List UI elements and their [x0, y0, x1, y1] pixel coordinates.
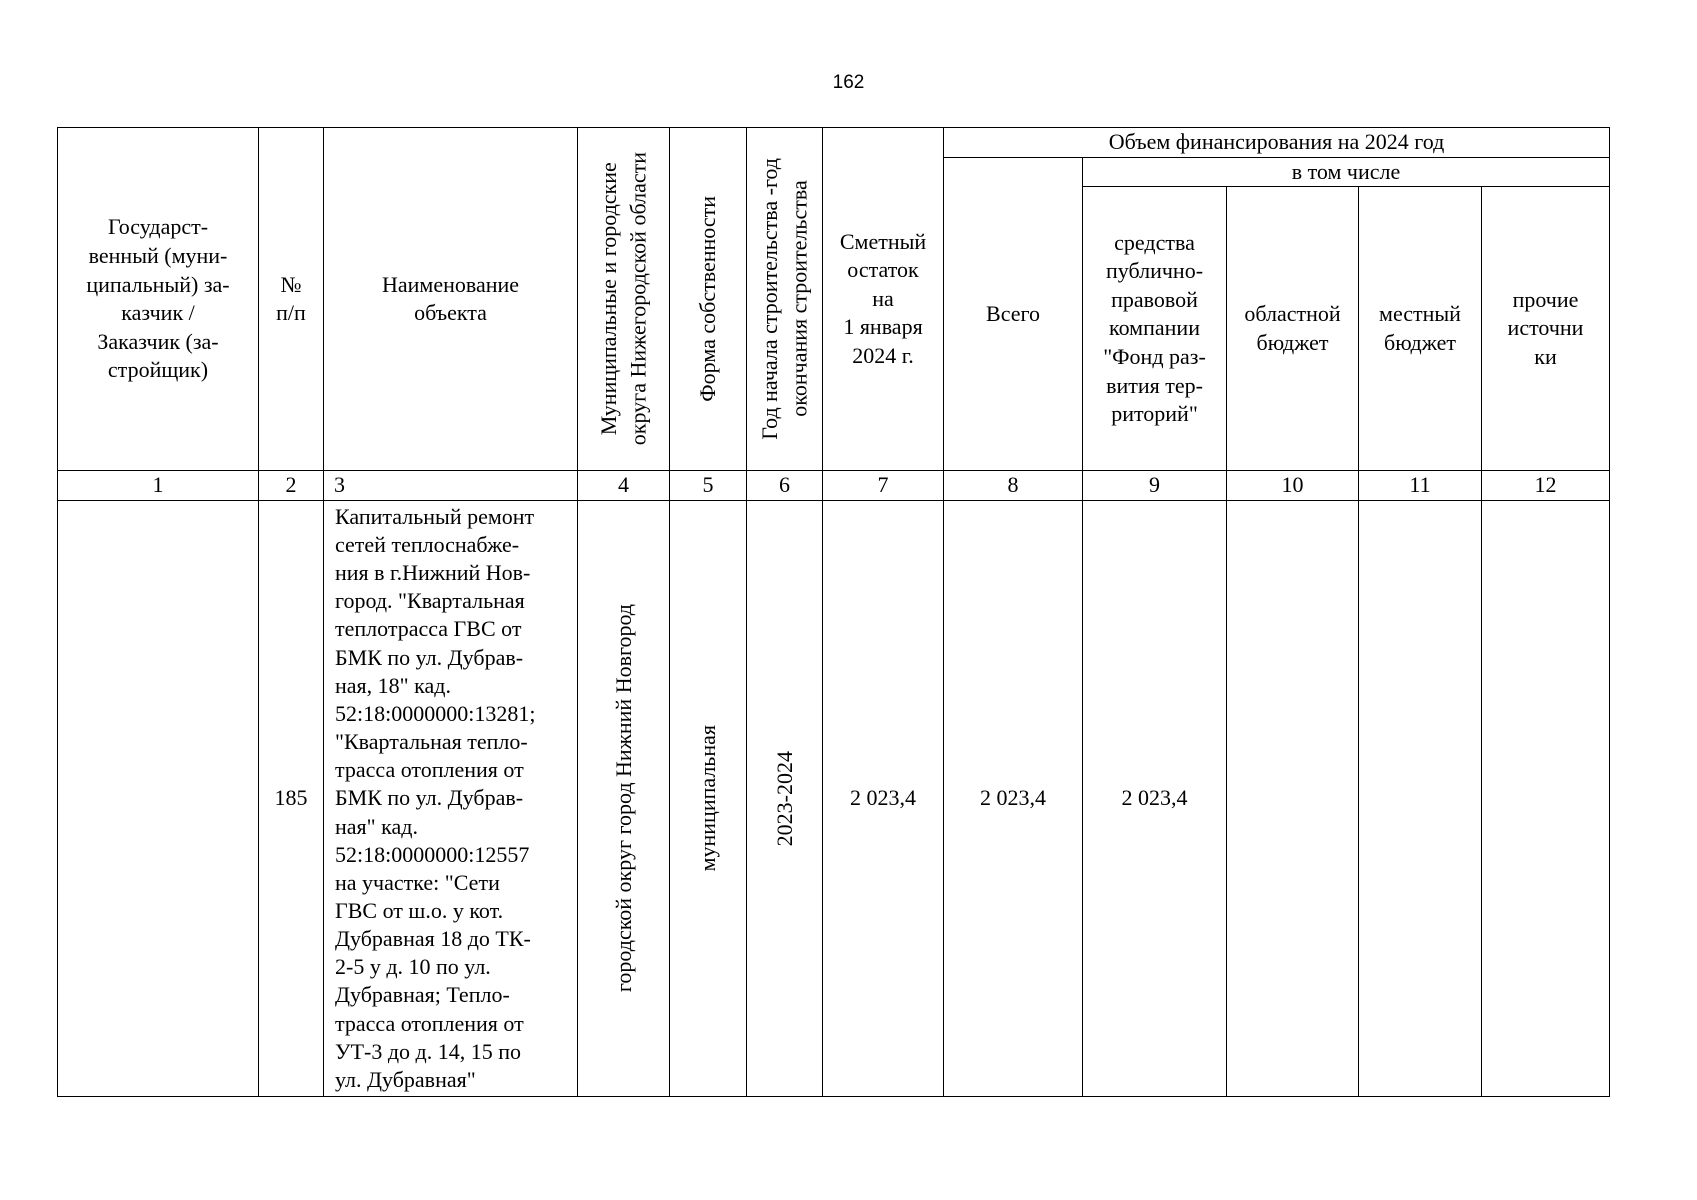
- row-customer: [58, 500, 259, 1096]
- header-row-1: [58, 128, 1610, 158]
- column-number: 7: [823, 471, 944, 501]
- header-ownership: Форма собственности: [695, 196, 721, 402]
- column-number-row: [58, 471, 1610, 501]
- header-regional: областной бюджет: [1227, 187, 1359, 471]
- header-customer: Государст- венный (муни- ципальный) за- казчик / Заказчик (за- стройщик): [58, 128, 259, 471]
- column-number: 5: [670, 471, 747, 501]
- row-regional: [1227, 500, 1359, 1096]
- column-number: 3: [324, 471, 578, 501]
- table-row: [58, 500, 1610, 1096]
- header-public-company: средства публично- правовой компании "Фонд раз- вития тер- риторий": [1083, 187, 1227, 471]
- header-municipality: Муниципальные и городские округа Нижегородской области: [595, 152, 651, 446]
- column-number: 6: [747, 471, 823, 501]
- header-including: в том числе: [1083, 157, 1610, 187]
- page-number: 162: [832, 72, 865, 93]
- row-ownership-cell: [670, 500, 747, 1096]
- header-years-cell: [747, 128, 823, 471]
- row-public-company: 2 023,4: [1083, 500, 1227, 1096]
- header-ownership-cell: [670, 128, 747, 471]
- column-number: 4: [578, 471, 670, 501]
- row-number: 185: [259, 500, 324, 1096]
- column-number: 10: [1227, 471, 1359, 501]
- column-number: 2: [259, 471, 324, 501]
- header-total: Всего: [944, 157, 1083, 471]
- row-ownership: муниципальная: [695, 725, 721, 872]
- row-total: 2 023,4: [944, 500, 1083, 1096]
- column-number: 1: [58, 471, 259, 501]
- header-years: Год начала строительства -год окончания строительства: [756, 158, 812, 440]
- header-funding-group: Объем финансирования на 2024 год: [944, 128, 1610, 158]
- row-local: [1359, 500, 1482, 1096]
- row-years-cell: [747, 500, 823, 1096]
- row-years: 2023-2024: [771, 750, 797, 847]
- row-object-name: Капитальный ремонт сетей теплоснабже- ния в г.Нижний Нов- город. "Квартальная теплотрасса ГВС от БМК по ул. Дубрав- ная, 18" кад. 52:18:0000000:13281; "Квартальная тепло- трасса отопления от БМК по ул. Дубрав- ная" кад. 52:18:0000000:12557 на участке: "Сети ГВС от ш.о. у кот. Дубравная 18 до ТК- 2-5 у д. 10 по ул. Дубравная; Тепло- трасса отопления от УТ-3 до д. 14, 15 по ул. Дубравная": [324, 500, 578, 1096]
- row-other: [1482, 500, 1610, 1096]
- column-number: 11: [1359, 471, 1482, 501]
- header-object-name: Наименование объекта: [324, 128, 578, 471]
- header-local: местный бюджет: [1359, 187, 1482, 471]
- column-number: 9: [1083, 471, 1227, 501]
- column-number: 8: [944, 471, 1083, 501]
- row-municipality-cell: [578, 500, 670, 1096]
- column-number: 12: [1482, 471, 1610, 501]
- header-number: № п/п: [259, 128, 324, 471]
- row-estimate: 2 023,4: [823, 500, 944, 1096]
- header-municipality-cell: [578, 128, 670, 471]
- row-municipality: городской округ город Нижний Новгород: [610, 604, 636, 993]
- header-estimate: Сметный остаток на 1 января 2024 г.: [823, 128, 944, 471]
- header-other: прочие источни ки: [1482, 187, 1610, 471]
- financing-table: [57, 127, 1610, 1097]
